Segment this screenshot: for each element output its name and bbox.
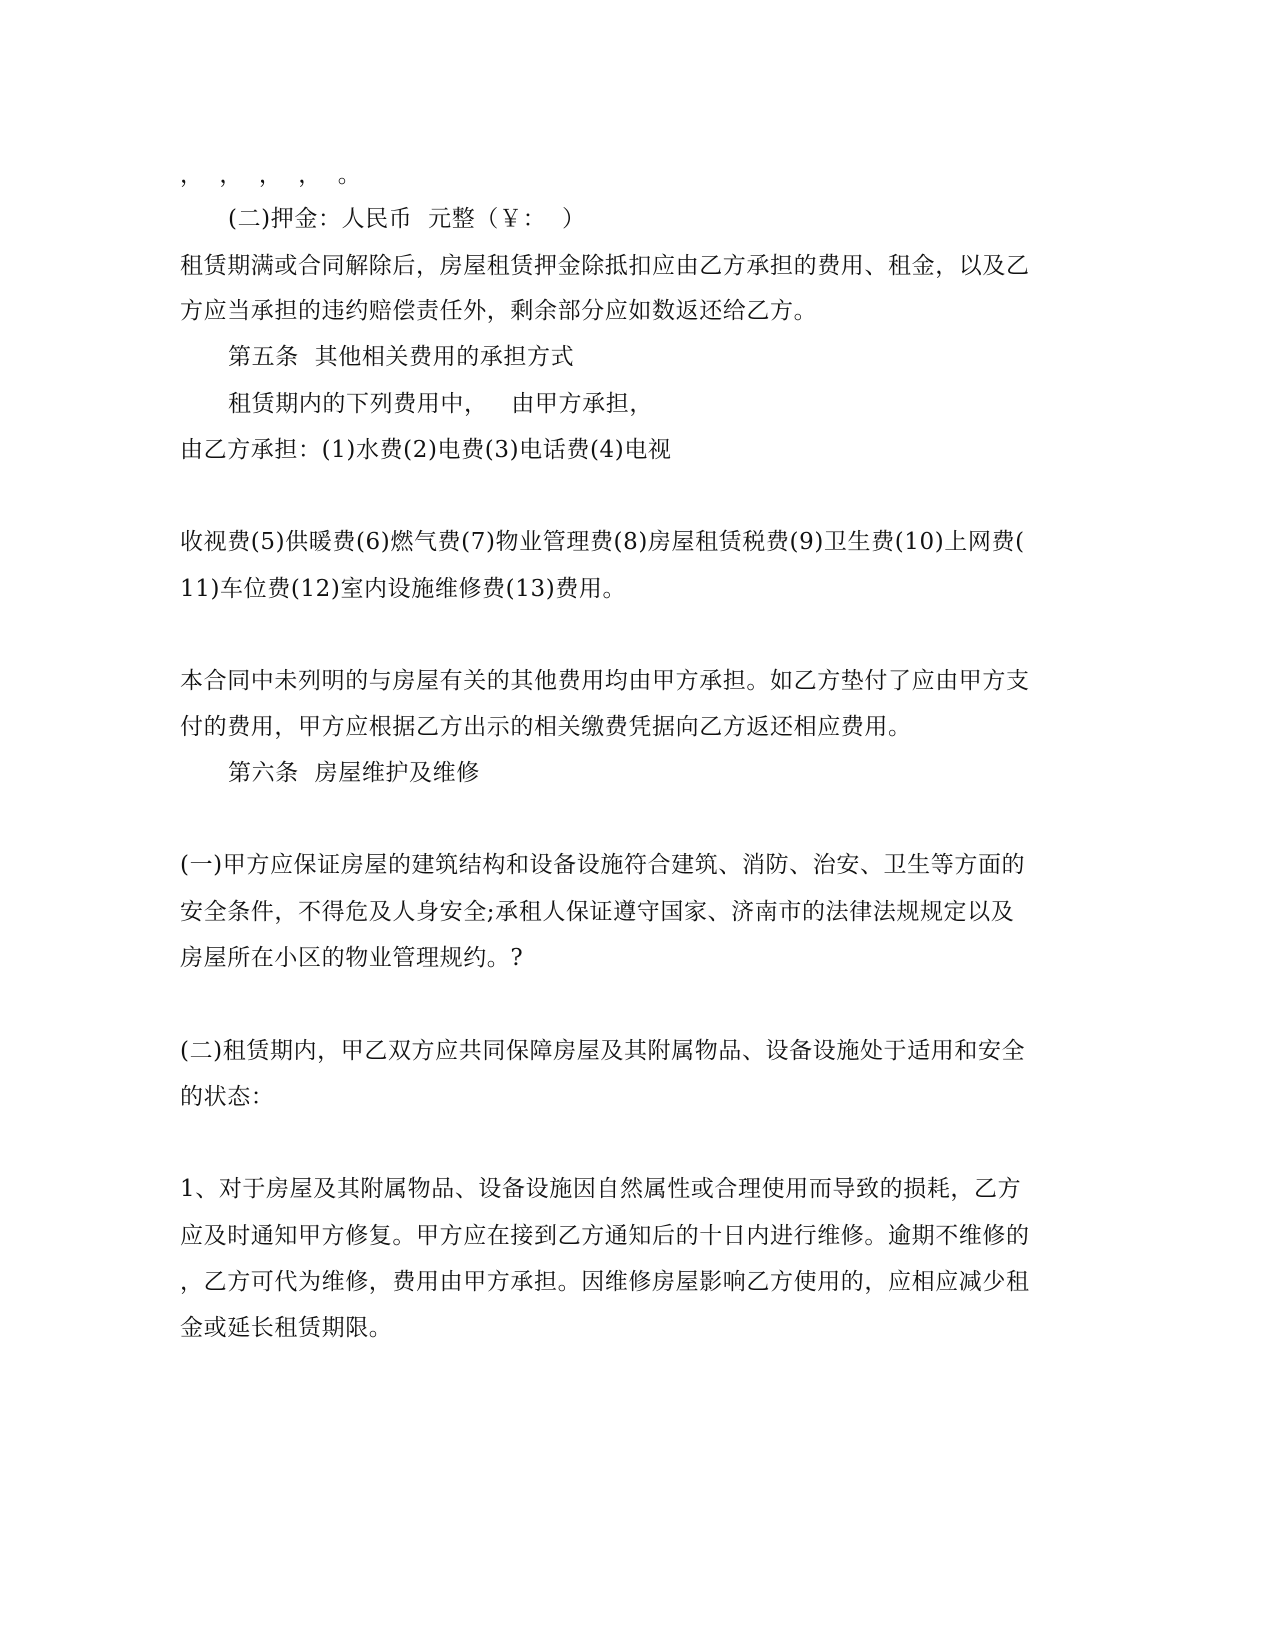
paragraph-line: (二)租赁期内，甲乙双方应共同保障房屋及其附属物品、设备设施处于适用和安全 bbox=[180, 1038, 1026, 1064]
paragraph-line: 1、对于房屋及其附属物品、设备设施因自然属性或合理使用而导致的损耗，乙方 bbox=[180, 1176, 1022, 1202]
paragraph-line: 收视费(5)供暖费(6)燃气费(7)物业管理费(8)房屋租赁税费(9)卫生费(10)上网费( bbox=[180, 529, 1025, 555]
paragraph-line: 本合同中未列明的与房屋有关的其他费用均由甲方承担。如乙方垫付了应由甲方支 bbox=[180, 668, 1030, 694]
paragraph-line: 的状态： bbox=[180, 1084, 275, 1110]
article-six-heading: 第六条 房屋维护及维修 bbox=[228, 760, 480, 786]
punctuation-line: ， ， ， ， 。 bbox=[180, 162, 362, 188]
paragraph-line: 租赁期内的下列费用中， 由甲方承担， bbox=[228, 391, 653, 417]
paragraph-line: 付的费用，甲方应根据乙方出示的相关缴费凭据向乙方返还相应费用。 bbox=[180, 714, 912, 740]
paragraph-line: 租赁期满或合同解除后，房屋租赁押金除抵扣应由乙方承担的费用、租金，以及乙 bbox=[180, 253, 1030, 279]
paragraph-line: 金或延长租赁期限。 bbox=[180, 1315, 393, 1341]
paragraph-line: 应及时通知甲方修复。甲方应在接到乙方通知后的十日内进行维修。逾期不维修的 bbox=[180, 1223, 1030, 1249]
paragraph-line: 房屋所在小区的物业管理规约。? bbox=[180, 945, 524, 971]
paragraph-line: (一)甲方应保证房屋的建筑结构和设备设施符合建筑、消防、治安、卫生等方面的 bbox=[180, 852, 1026, 878]
paragraph-line: 方应当承担的违约赔偿责任外，剩余部分应如数返还给乙方。 bbox=[180, 298, 818, 324]
deposit-heading: (二)押金：人民币 元整（￥： ） bbox=[228, 206, 586, 232]
paragraph-line: 11)车位费(12)室内设施维修费(13)费用。 bbox=[180, 576, 627, 602]
paragraph-line: 安全条件，不得危及人身安全;承租人保证遵守国家、济南市的法律法规规定以及 bbox=[180, 899, 1015, 925]
paragraph-line: 由乙方承担：(1)水费(2)电费(3)电话费(4)电视 bbox=[180, 437, 672, 463]
paragraph-line: ，乙方可代为维修，费用由甲方承担。因维修房屋影响乙方使用的，应相应减少租 bbox=[180, 1269, 1030, 1295]
article-five-heading: 第五条 其他相关费用的承担方式 bbox=[228, 344, 575, 370]
